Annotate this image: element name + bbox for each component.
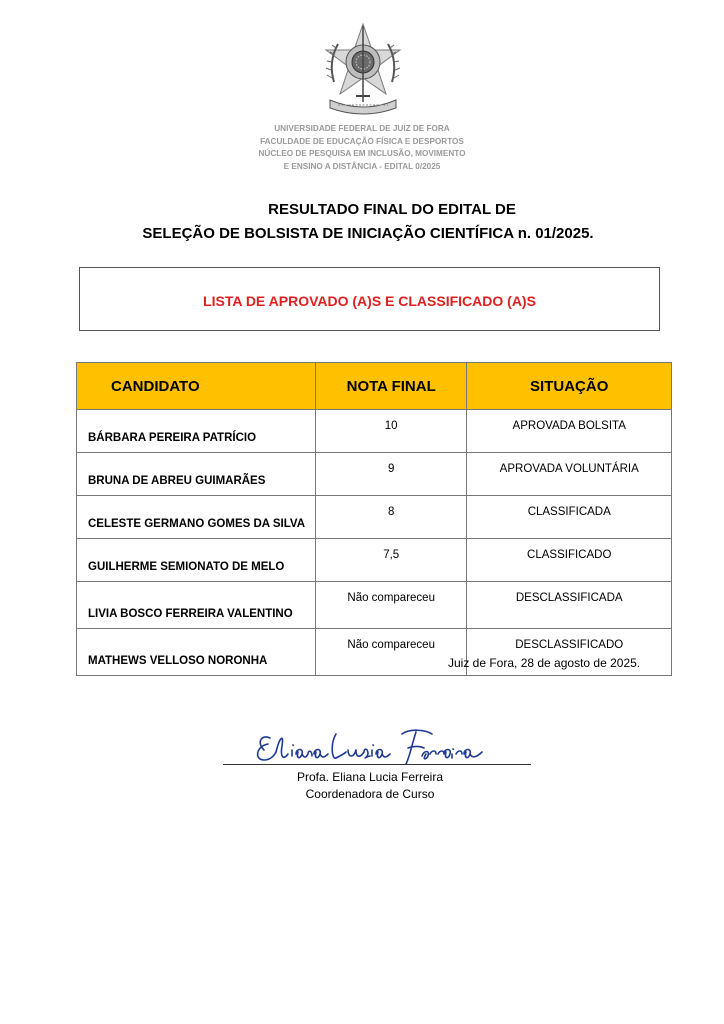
- institution-line-faculty: FACULDADE DE EDUCAÇÃO FÍSICA E DESPORTOS: [260, 136, 464, 146]
- table-row: [77, 453, 672, 496]
- institution-header: [0, 123, 724, 173]
- list-heading: LISTA DE APROVADO (A)S E CLASSIFICADO (A)S: [203, 293, 536, 309]
- candidate-name: BÁRBARA PEREIRA PATRÍCIO: [77, 410, 316, 453]
- date-line: Juiz de Fora, 28 de agosto de 2025.: [448, 656, 641, 670]
- candidate-status: DESCLASSIFICADA: [467, 582, 672, 629]
- list-heading-box: [79, 267, 660, 331]
- institution-line-nucleus: NÚCLEO DE PESQUISA EM INCLUSÃO, MOVIMENTO: [258, 149, 466, 158]
- candidate-status: APROVADA VOLUNTÁRIA: [467, 453, 672, 496]
- signer-name: Profa. Eliana Lucia Ferreira: [296, 770, 444, 784]
- candidate-name: LIVIA BOSCO FERREIRA VALENTINO: [77, 582, 316, 629]
- institution-line-university: UNIVERSIDADE FEDERAL DE JUIZ DE FORA: [274, 124, 450, 133]
- candidate-status: DESCLASSIFICADO: [467, 629, 672, 676]
- table-row: [77, 582, 672, 629]
- candidate-grade: Não compareceu: [315, 629, 467, 676]
- candidate-grade: 8: [315, 496, 467, 539]
- title-line-2: SELEÇÃO DE BOLSISTA DE INICIAÇÃO CIENTÍFICA n. 01/2025.: [142, 225, 594, 242]
- document-title: [0, 198, 724, 246]
- table-row: [77, 539, 672, 582]
- candidate-status: CLASSIFICADA: [467, 496, 672, 539]
- table-header-row: [77, 363, 672, 410]
- candidate-status: APROVADA BOLSITA: [467, 410, 672, 453]
- signer-block: [0, 769, 724, 803]
- institution-line-edital: E ENSINO A DISTÂNCIA - EDITAL 0/2025: [283, 161, 441, 171]
- candidate-grade: Não compareceu: [315, 582, 467, 629]
- candidate-grade: 9: [315, 453, 467, 496]
- candidate-status: CLASSIFICADO: [467, 539, 672, 582]
- signer-role: Coordenadora de Curso: [305, 787, 435, 801]
- header-candidato: CANDIDATO: [77, 363, 316, 410]
- header-nota-final: NOTA FINAL: [315, 363, 467, 410]
- candidate-name: BRUNA DE ABREU GUIMARÃES: [77, 453, 316, 496]
- candidate-name: GUILHERME SEMIONATO DE MELO: [77, 539, 316, 582]
- header-situacao: SITUAÇÃO: [467, 363, 672, 410]
- brazil-coat-of-arms-icon: [320, 22, 406, 118]
- signature-line: [223, 764, 531, 765]
- candidate-name: MATHEWS VELLOSO NORONHA: [77, 629, 316, 676]
- title-line-1: RESULTADO FINAL DO EDITAL DE: [268, 201, 516, 218]
- results-table: [76, 362, 672, 676]
- candidate-grade: 7,5: [315, 539, 467, 582]
- table-row: [77, 496, 672, 539]
- candidate-name: CELESTE GERMANO GOMES DA SILVA: [77, 496, 316, 539]
- candidate-grade: 10: [315, 410, 467, 453]
- table-row: [77, 410, 672, 453]
